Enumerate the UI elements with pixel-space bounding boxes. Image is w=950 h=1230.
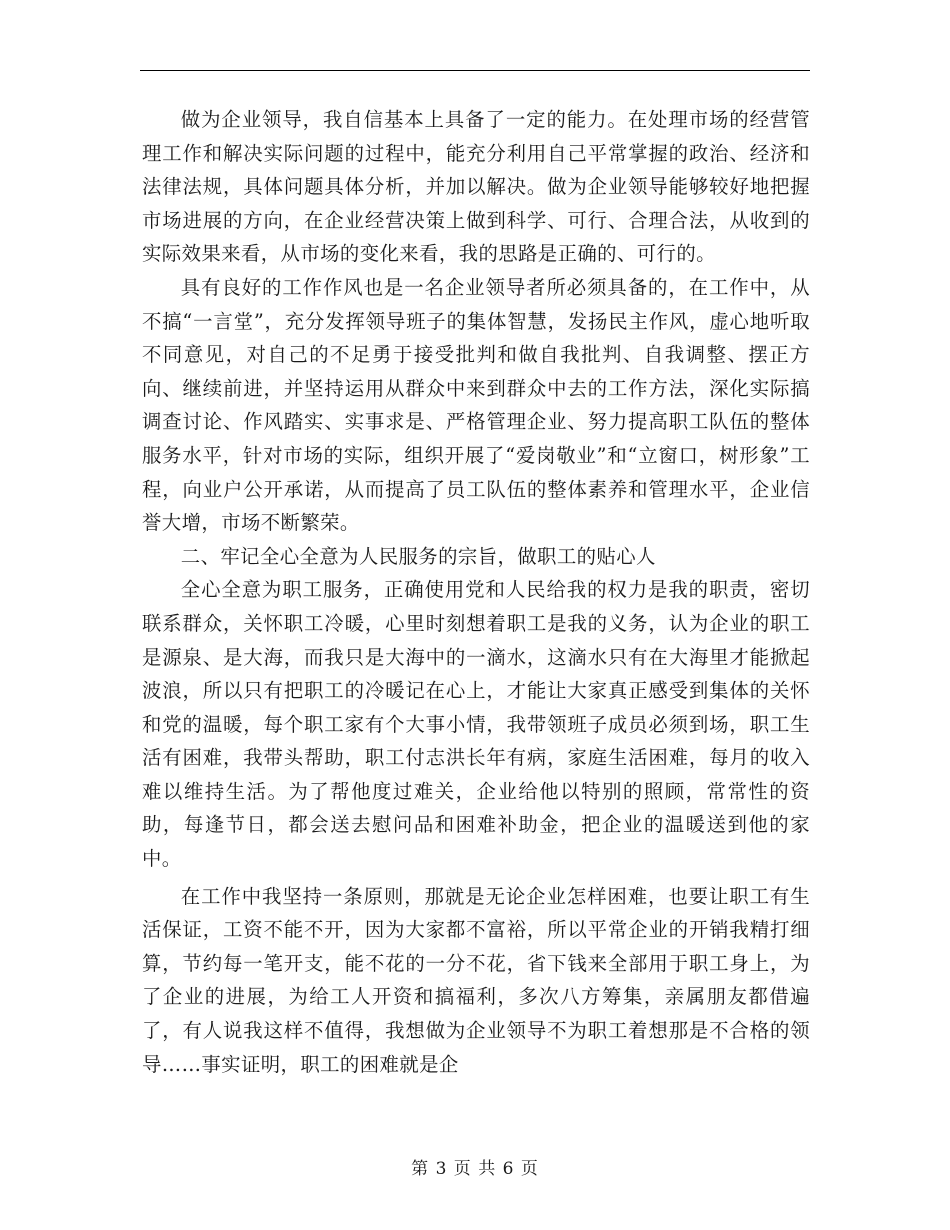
paragraph-principle: 在工作中我坚持一条原则，那就是无论企业怎样困难，也要让职工有生活保证，工资不能不开，因为大家都不富裕，所以平常企业的开销我精打细算，节约每一笔开支，能不花的一分不花，省下钱来全部用于职工身上，为了企业的进展，为给工人开资和搞福利，多次八方筹集，亲属朋友都借遍了，有人说我这样不值得，我想做为企业领导不为职工着想那是不合格的领导……事实证明，职工的困难就是企: [142, 884, 810, 1076]
paragraph-leadership-ability: 做为企业领导，我自信基本上具备了一定的能力。在处理市场的经营管理工作和解决实际问题的过程中，能充分利用自己平常掌握的政治、经济和法律法规，具体问题具体分析，并加以解决。做为企业领导能够较好地把握市场进展的方向，在企业经营决策上做到科学、可行、合理合法，从收到的实际效果来看，从市场的变化来看，我的思路是正确的、可行的。: [142, 108, 810, 266]
paragraph-serve-employees: 全心全意为职工服务，正确使用党和人民给我的权力是我的职责，密切联系群众，关怀职工冷暖，心里时刻想着职工是我的义务，认为企业的职工是源泉、是大海，而我只是大海中的一滴水，这滴水只有在大海里才能掀起波浪，所以只有把职工的冷暖记在心上，才能让大家真正感受到集体的关怀和党的温暖，每个职工家有个大事小情，我带领班子成员必须到场，职工生活有困难，我带头帮助，职工付志洪长年有病，家庭生活困难，每月的收入难以维持生活。为了帮他度过难关，企业给他以特别的照顾，常常性的资助，每逢节日，都会送去慰问品和困难补助金，把企业的温暖送到他的家中。: [142, 578, 810, 871]
header-rule: [140, 70, 810, 71]
section-heading: 二、牢记全心全意为人民服务的宗旨，做职工的贴心人: [180, 544, 656, 568]
page-number: 第 3 页 共 6 页: [411, 1159, 539, 1179]
document-body: [142, 103, 810, 1081]
paragraph-work-style: 具有良好的工作作风也是一名企业领导者所必须具备的，在工作中，从不搞“一言堂”，充分发挥领导班子的集体智慧，发扬民主作风，虚心地听取不同意见，对自己的不足勇于接受批判和做自我批判、自我调整、摆正方向、继续前进，并坚持运用从群众中来到群众中去的工作方法，深化实际搞调查讨论、作风踏实、实事求是、严格管理企业、努力提高职工队伍的整体服务水平，针对市场的实际，组织开展了“爱岗敬业”和“立窗口，树形象”工程，向业户公开承诺，从而提高了员工队伍的整体素养和管理水平，企业信誉大增，市场不断繁荣。: [142, 275, 810, 535]
